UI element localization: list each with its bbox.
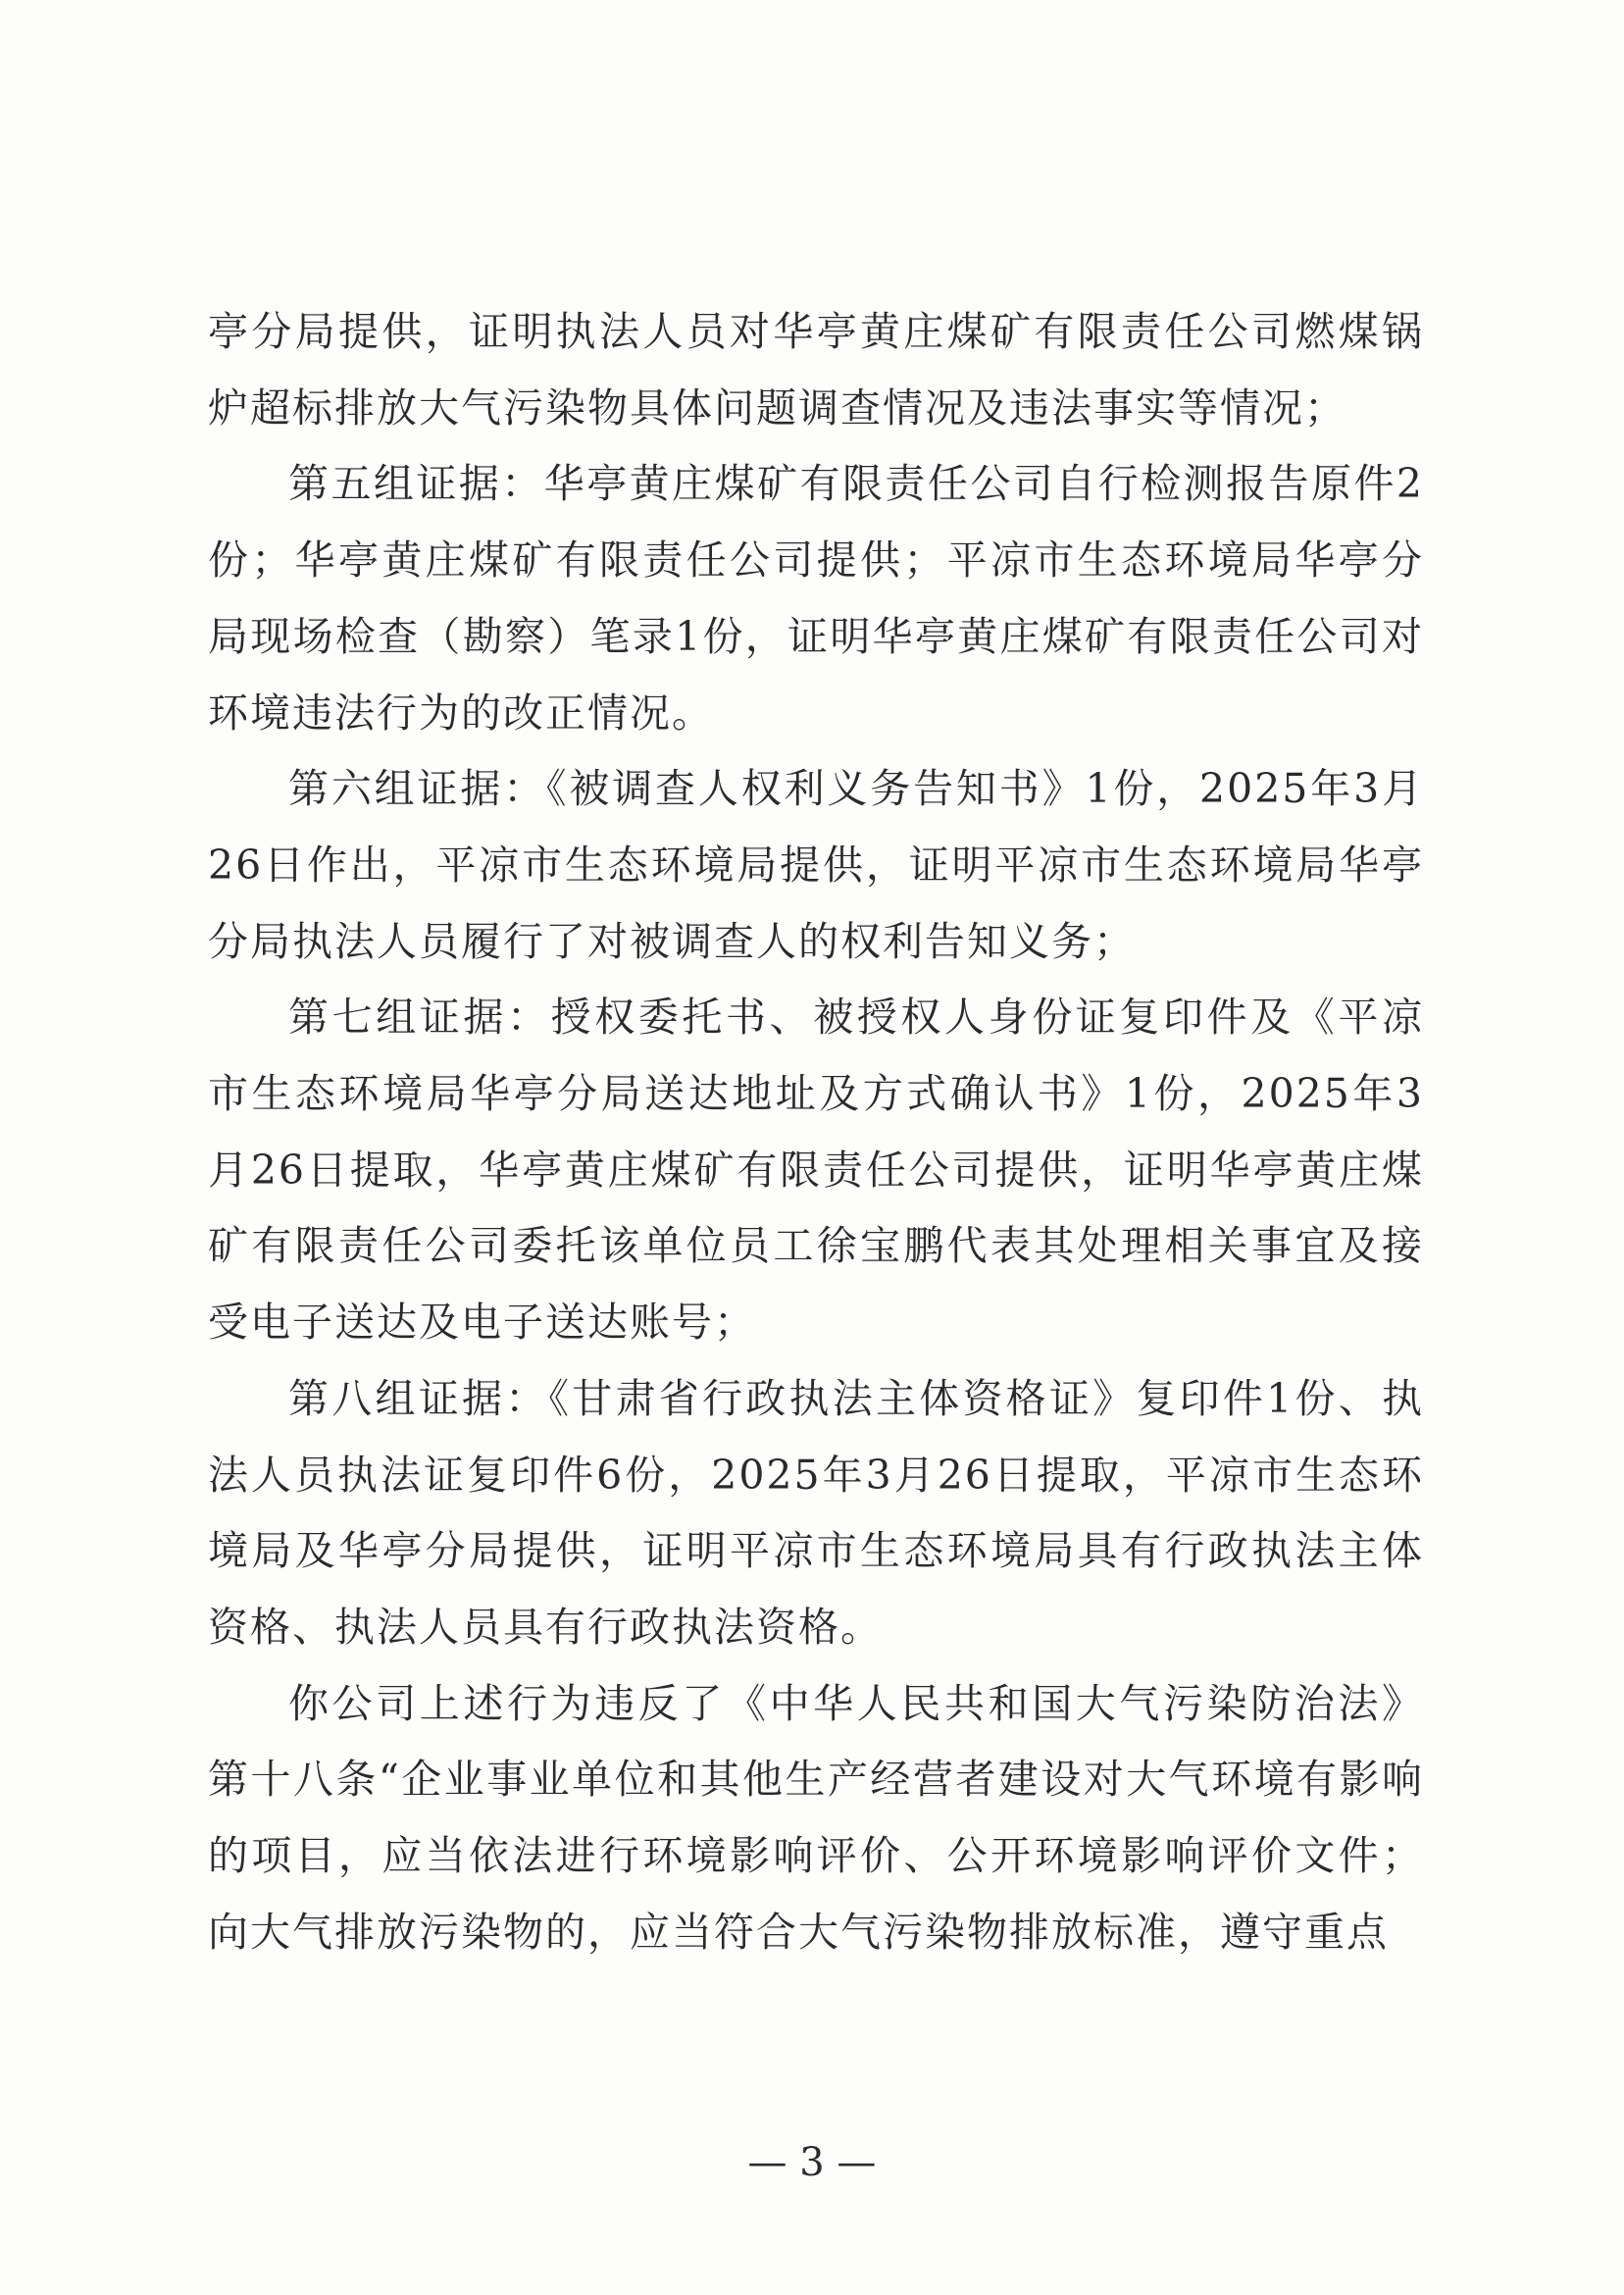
paragraph-evidence-group-6: 第六组证据：《被调查人权利义务告知书》1份，2025年3月26日作出，平凉市生态环境局提供，证明平凉市生态环境局华亭分局执法人员履行了对被调查人的权利告知义务； [208, 765, 1424, 965]
page-number: — 3 — [747, 2140, 877, 2185]
paragraph-evidence-group-5: 第五组证据：华亭黄庄煤矿有限责任公司自行检测报告原件2份；华亭黄庄煤矿有限责任公司提供；平凉市生态环境局华亭分局现场检查（勘察）笔录1份，证明华亭黄庄煤矿有限责任公司对环境违法行为的改正情况。 [208, 460, 1424, 737]
paragraph-continuation: 亭分局提供，证明执法人员对华亭黄庄煤矿有限责任公司燃煤锅炉超标排放大气污染物具体问题调查情况及违法事实等情况； [208, 308, 1424, 432]
paragraph-evidence-group-7: 第七组证据：授权委托书、被授权人身份证复印件及《平凉市生态环境局华亭分局送达地址及方式确认书》1份，2025年3月26日提取，华亭黄庄煤矿有限责任公司提供，证明华亭黄庄煤矿有限责任公司委托该单位员工徐宝鹏代表其处理相关事宜及接受电子送达及电子送达账号； [208, 994, 1424, 1347]
paragraph-evidence-group-8: 第八组证据：《甘肃省行政执法主体资格证》复印件1份、执法人员执法证复印件6份，2025年3月26日提取，平凉市生态环境局及华亭分局提供，证明平凉市生态环境局具有行政执法主体资格、执法人员具有行政执法资格。 [208, 1374, 1424, 1651]
paragraph-violation-statement: 你公司上述行为违反了《中华人民共和国大气污染防治法》第十八条“企业事业单位和其他生产经营者建设对大气环境有影响的项目，应当依法进行环境影响评价、公开环境影响评价文件；向大气排放污染物的，应当符合大气污染物排放标准，遵守重点 [208, 1679, 1424, 1956]
document-body [208, 294, 1424, 1970]
